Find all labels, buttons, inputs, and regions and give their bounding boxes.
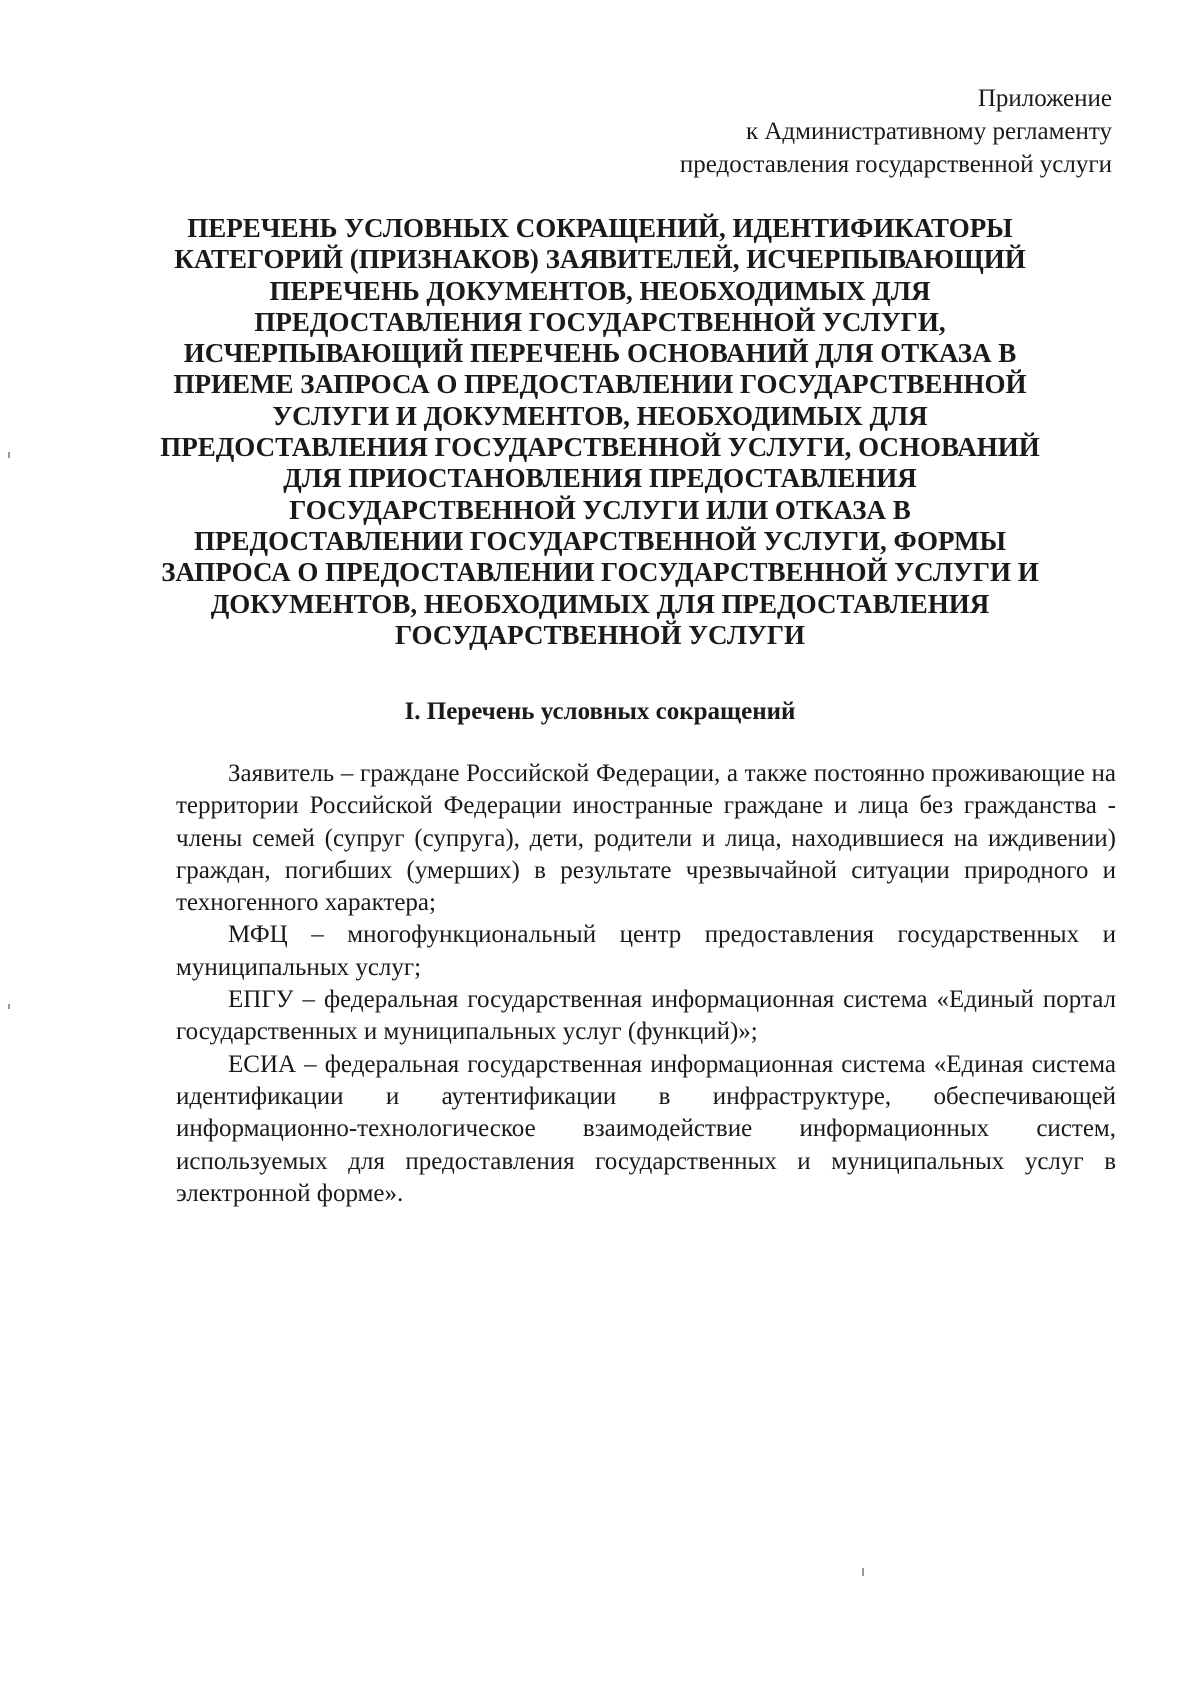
appendix-header — [680, 82, 1112, 181]
scan-artifact — [8, 452, 10, 458]
scan-artifact — [8, 1004, 10, 1009]
title-line: УСЛУГИ И ДОКУМЕНТОВ, НЕОБХОДИМЫХ ДЛЯ — [272, 400, 928, 431]
appendix-line-3: предоставления государственной услуги — [679, 151, 1112, 178]
scan-artifact — [862, 1568, 864, 1576]
title-line: ГОСУДАРСТВЕННОЙ УСЛУГИ — [395, 619, 805, 650]
title-line: ПРЕДОСТАВЛЕНИЯ ГОСУДАРСТВЕННОЙ УСЛУГИ, ОСНОВАНИЙ — [160, 432, 1040, 463]
paragraph-mfc: МФЦ – многофункциональный центр предоставления государственных и муниципальных услуг; — [176, 921, 1116, 981]
title-line: ПРЕДОСТАВЛЕНИИ ГОСУДАРСТВЕННОЙ УСЛУГИ, ФОРМЫ — [194, 525, 1006, 556]
title-line: ПРИЕМЕ ЗАПРОСА О ПРЕДОСТАВЛЕНИИ ГОСУДАРСТВЕННОЙ — [173, 369, 1027, 400]
title-line: ИСЧЕРПЫВАЮЩИЙ ПЕРЕЧЕНЬ ОСНОВАНИЙ ДЛЯ ОТКАЗА В — [183, 338, 1017, 369]
title-line: ЗАПРОСА О ПРЕДОСТАВЛЕНИИ ГОСУДАРСТВЕННОЙ УСЛУГИ И — [161, 557, 1039, 588]
title-line: ПЕРЕЧЕНЬ УСЛОВНЫХ СОКРАЩЕНИЙ, ИДЕНТИФИКАТОРЫ — [187, 213, 1013, 243]
paragraph-esia: ЕСИА – федеральная государственная информационная система «Единая система идентификации и аутентификации в инфраструктуре, обеспечивающей информационно-технологическое взаимодействие информационных систем, используемых для предоставления государственных и муниципальных услуг в электронной форме». — [176, 1050, 1116, 1207]
title-line: ДОКУМЕНТОВ, НЕОБХОДИМЫХ ДЛЯ ПРЕДОСТАВЛЕНИЯ — [210, 588, 990, 619]
title-line: ДЛЯ ПРИОСТАНОВЛЕНИЯ ПРЕДОСТАВЛЕНИЯ — [283, 463, 917, 494]
title-line: ПРЕДОСТАВЛЕНИЯ ГОСУДАРСТВЕННОЙ УСЛУГИ, — [254, 306, 946, 337]
abbreviations-list — [176, 758, 1116, 1210]
title-line: ПЕРЕЧЕНЬ ДОКУМЕНТОВ, НЕОБХОДИМЫХ ДЛЯ — [269, 275, 931, 306]
appendix-line-2: к Административному регламенту — [745, 118, 1112, 145]
title-line: ГОСУДАРСТВЕННОЙ УСЛУГИ ИЛИ ОТКАЗА В — [289, 494, 911, 525]
title-line: КАТЕГОРИЙ (ПРИЗНАКОВ) ЗАЯВИТЕЛЕЙ, ИСЧЕРПЫВАЮЩИЙ — [174, 244, 1026, 275]
paragraph-applicant: Заявитель – граждане Российской Федерации, а также постоянно проживающие на территории Российской Федерации иностранные граждане и лица без гражданства - члены семей (супруг (супруга), дети, родители и лица, находившиеся на иждивении) граждан, погибших (умерших) в результате чрезвычайной ситуации природного и техногенного характера; — [176, 760, 1116, 917]
paragraph-epgu: ЕПГУ – федеральная государственная информационная система «Единый портал государственных и муниципальных услуг (функций)»; — [176, 986, 1116, 1046]
appendix-line-1: Приложение — [977, 85, 1112, 112]
document-title — [150, 213, 1050, 651]
section-heading: I. Перечень условных сокращений — [404, 698, 796, 725]
